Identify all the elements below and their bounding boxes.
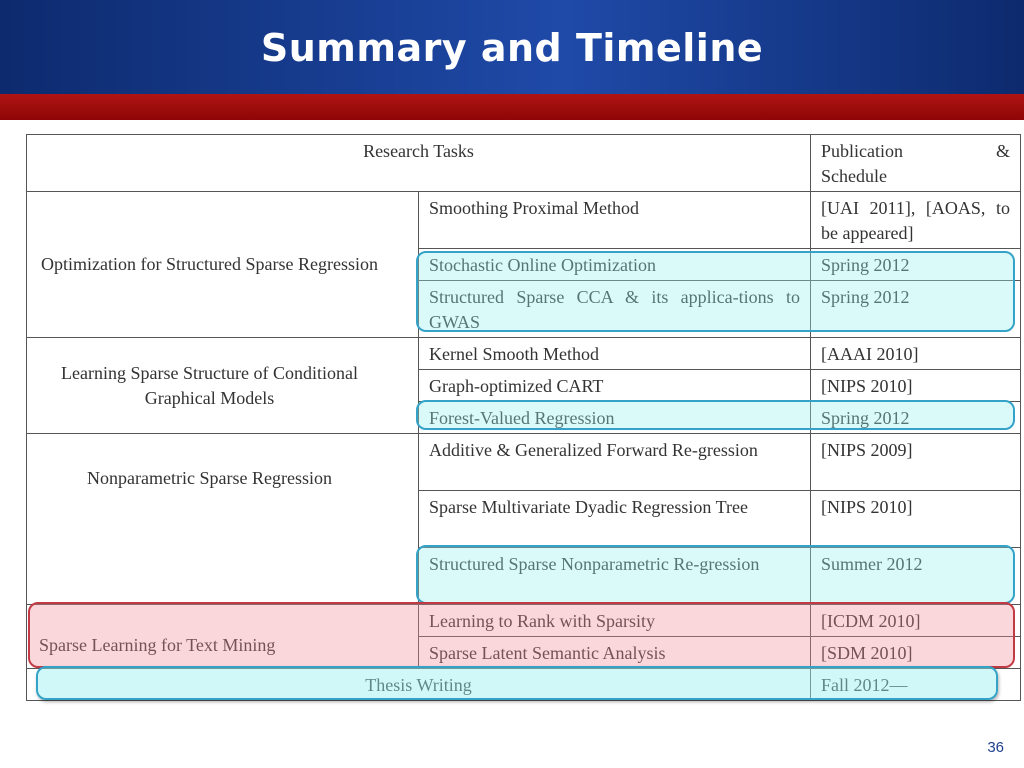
- thesis-row: [27, 669, 1021, 701]
- page-number: 36: [987, 739, 1004, 756]
- publication-cell: [UAI 2011], [AOAS, to be appeared]: [811, 192, 1021, 249]
- schedule-table-wrapper: [26, 134, 1020, 696]
- publication-cell: [SDM 2010]: [811, 637, 1021, 669]
- task-cell: Graph-optimized CART: [419, 370, 811, 402]
- thesis-task-cell: Thesis Writing: [27, 669, 811, 701]
- task-cell: Stochastic Online Optimization: [419, 249, 811, 281]
- header-pub-amp: &: [995, 141, 1010, 161]
- task-cell: Structured Sparse Nonparametric Re-gression: [419, 548, 811, 605]
- slide-title: Summary and Timeline: [260, 26, 764, 70]
- task-cell: Additive & Generalized Forward Re-gression: [419, 434, 811, 491]
- header-publication-schedule: [811, 135, 1021, 192]
- publication-cell: [ICDM 2010]: [811, 605, 1021, 637]
- publication-cell: [NIPS 2010]: [811, 370, 1021, 402]
- task-cell: Learning to Rank with Sparsity: [419, 605, 811, 637]
- schedule-table: [26, 134, 1021, 701]
- header-accent-bar: [0, 94, 1024, 120]
- publication-cell: [AAAI 2010]: [811, 338, 1021, 370]
- task-cell: Sparse Latent Semantic Analysis: [419, 637, 811, 669]
- slide-header: [0, 0, 1024, 94]
- table-row: [27, 434, 1021, 491]
- task-cell: Forest-Valued Regression: [419, 402, 811, 434]
- publication-cell: Spring 2012: [811, 249, 1021, 281]
- group-nonparametric: Nonparametric Sparse Regression: [27, 434, 419, 605]
- publication-cell: Spring 2012: [811, 281, 1021, 338]
- task-cell: Sparse Multivariate Dyadic Regression Tree: [419, 491, 811, 548]
- table-row: [27, 605, 1021, 637]
- group-optimization: Optimization for Structured Sparse Regression: [27, 192, 419, 338]
- thesis-publication-cell: Fall 2012—: [811, 669, 1021, 701]
- table-header-row: [27, 135, 1021, 192]
- publication-cell: [NIPS 2009]: [811, 434, 1021, 491]
- publication-cell: Summer 2012: [811, 548, 1021, 605]
- header-pub-word: Publication: [821, 141, 903, 161]
- header-schedule-word: Schedule: [821, 166, 887, 186]
- table-row: [27, 192, 1021, 249]
- header-research-tasks: Research Tasks: [27, 135, 811, 192]
- group-learning-structure: Learning Sparse Structure of Conditional Graphical Models: [27, 338, 419, 434]
- table-row: [27, 338, 1021, 370]
- task-cell: Kernel Smooth Method: [419, 338, 811, 370]
- publication-cell: [NIPS 2010]: [811, 491, 1021, 548]
- task-cell: Structured Sparse CCA & its applica-tions to GWAS: [419, 281, 811, 338]
- task-cell: Smoothing Proximal Method: [419, 192, 811, 249]
- group-text-mining: Sparse Learning for Text Mining: [27, 605, 419, 669]
- publication-cell: Spring 2012: [811, 402, 1021, 434]
